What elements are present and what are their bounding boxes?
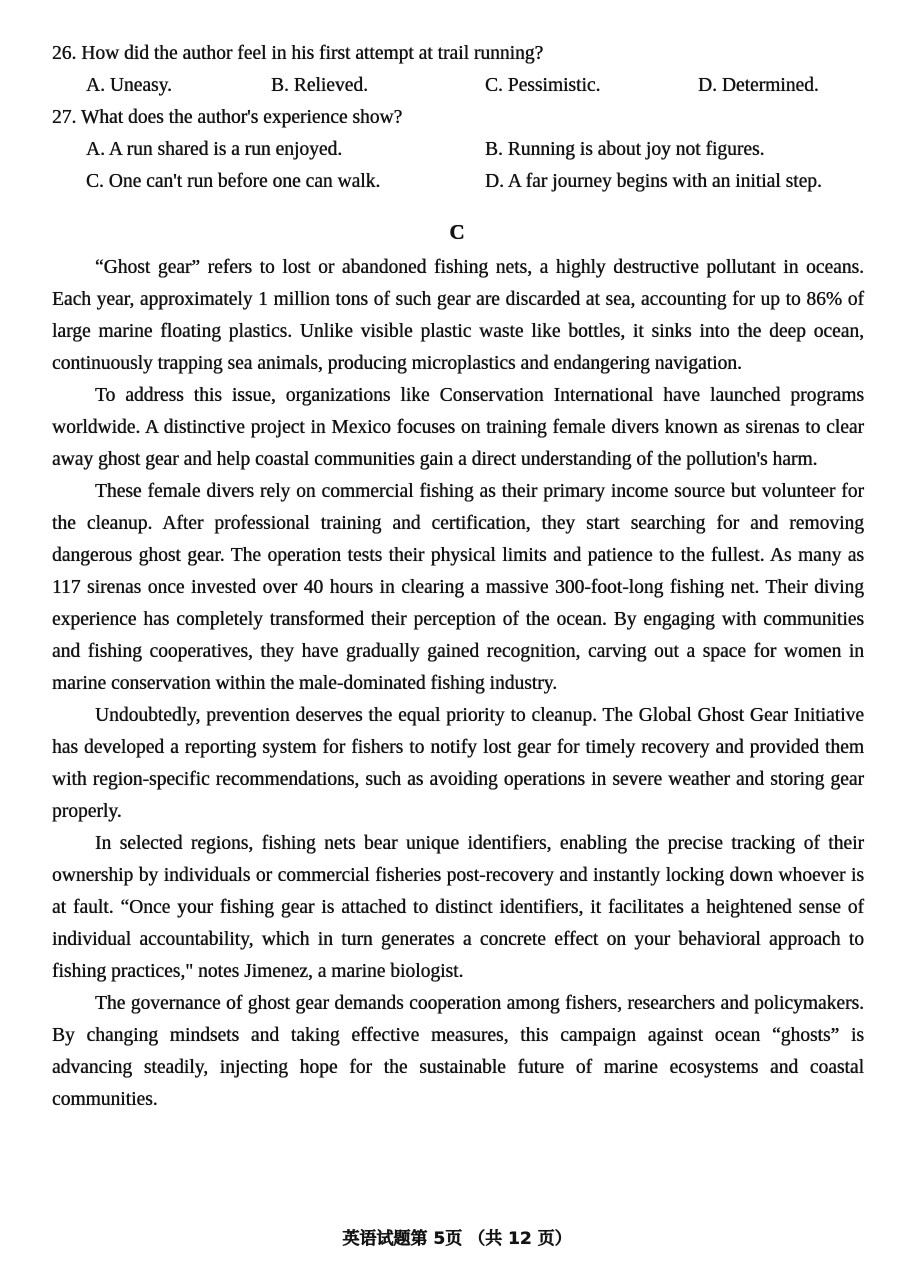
paragraph: Undoubtedly, prevention deserves the equal priority to cleanup. The Global Ghost Gear Initiative has developed a reporting system for fishers to notify lost gear for timely recovery and provided them with region-specific recommendations, such as avoiding operations in severe weather and storing gear properly. [52,705,864,822]
question-26-options [52,70,864,102]
question-27-options-row1 [52,134,864,166]
page-footer: 英语试题第 5页 （共 12 页） [342,1229,572,1249]
paragraph: In selected regions, fishing nets bear unique identifiers, enabling the precise tracking of their ownership by individuals or commercial fisheries post-recovery and instantly locking down whoever is at fault. “Once your fishing gear is attached to distinct identifiers, it facilitates a heightened sense of individual accountability, which in turn generates a concrete effect on your behavioral approach to fishing practices," notes Jimenez, a marine biologist. [52,833,864,982]
q27-option-b: B. Running is about joy not figures. [485,139,765,160]
q27-option-a: A. A run shared is a run enjoyed. [86,139,343,160]
q26-option-a: A. Uneasy. [86,75,172,96]
q27-option-d: D. A far journey begins with an initial step. [485,171,822,192]
question-27-stem: 27. What does the author's experience show? [52,107,403,128]
q27-option-c: C. One can't run before one can walk. [86,171,381,192]
questions [52,38,864,198]
q26-option-d: D. Determined. [698,75,819,96]
question-27-options-row2 [52,166,864,198]
question-26-stem: 26. How did the author feel in his first attempt at trail running? [52,43,544,64]
reading-passage [52,252,864,1116]
q26-option-c: C. Pessimistic. [485,75,601,96]
paragraph: These female divers rely on commercial fishing as their primary income source but volunteer for the cleanup. After professional training and certification, they start searching for and removing dangerous ghost gear. The operation tests their physical limits and patience to the fullest. As many as 117 sirenas once invested over 40 hours in clearing a massive 300-foot-long fishing net. Their diving experience has completely transformed their perception of the ocean. By engaging with communities and fishing cooperatives, they have gradually gained recognition, carving out a space for women in marine conservation within the male-dominated fishing industry. [52,481,864,694]
section-label: C [449,220,465,244]
q26-option-b: B. Relieved. [271,75,368,96]
paragraph: To address this issue, organizations like Conservation International have launched programs worldwide. A distinctive project in Mexico focuses on training female divers known as sirenas to clear away ghost gear and help coastal communities gain a direct understanding of the pollution's harm. [52,385,864,470]
paragraph: The governance of ghost gear demands cooperation among fishers, researchers and policymakers. By changing mindsets and taking effective measures, this campaign against ocean “ghosts” is advancing steadily, injecting hope for the sustainable future of marine ecosystems and coastal communities. [52,993,864,1110]
paragraph: “Ghost gear” refers to lost or abandoned fishing nets, a highly destructive pollutant in oceans. Each year, approximately 1 million tons of such gear are discarded at sea, accounting for up to 86% of large marine floating plastics. Unlike visible plastic waste like bottles, it sinks into the deep ocean, continuously trapping sea animals, producing microplastics and endangering navigation. [52,257,864,374]
